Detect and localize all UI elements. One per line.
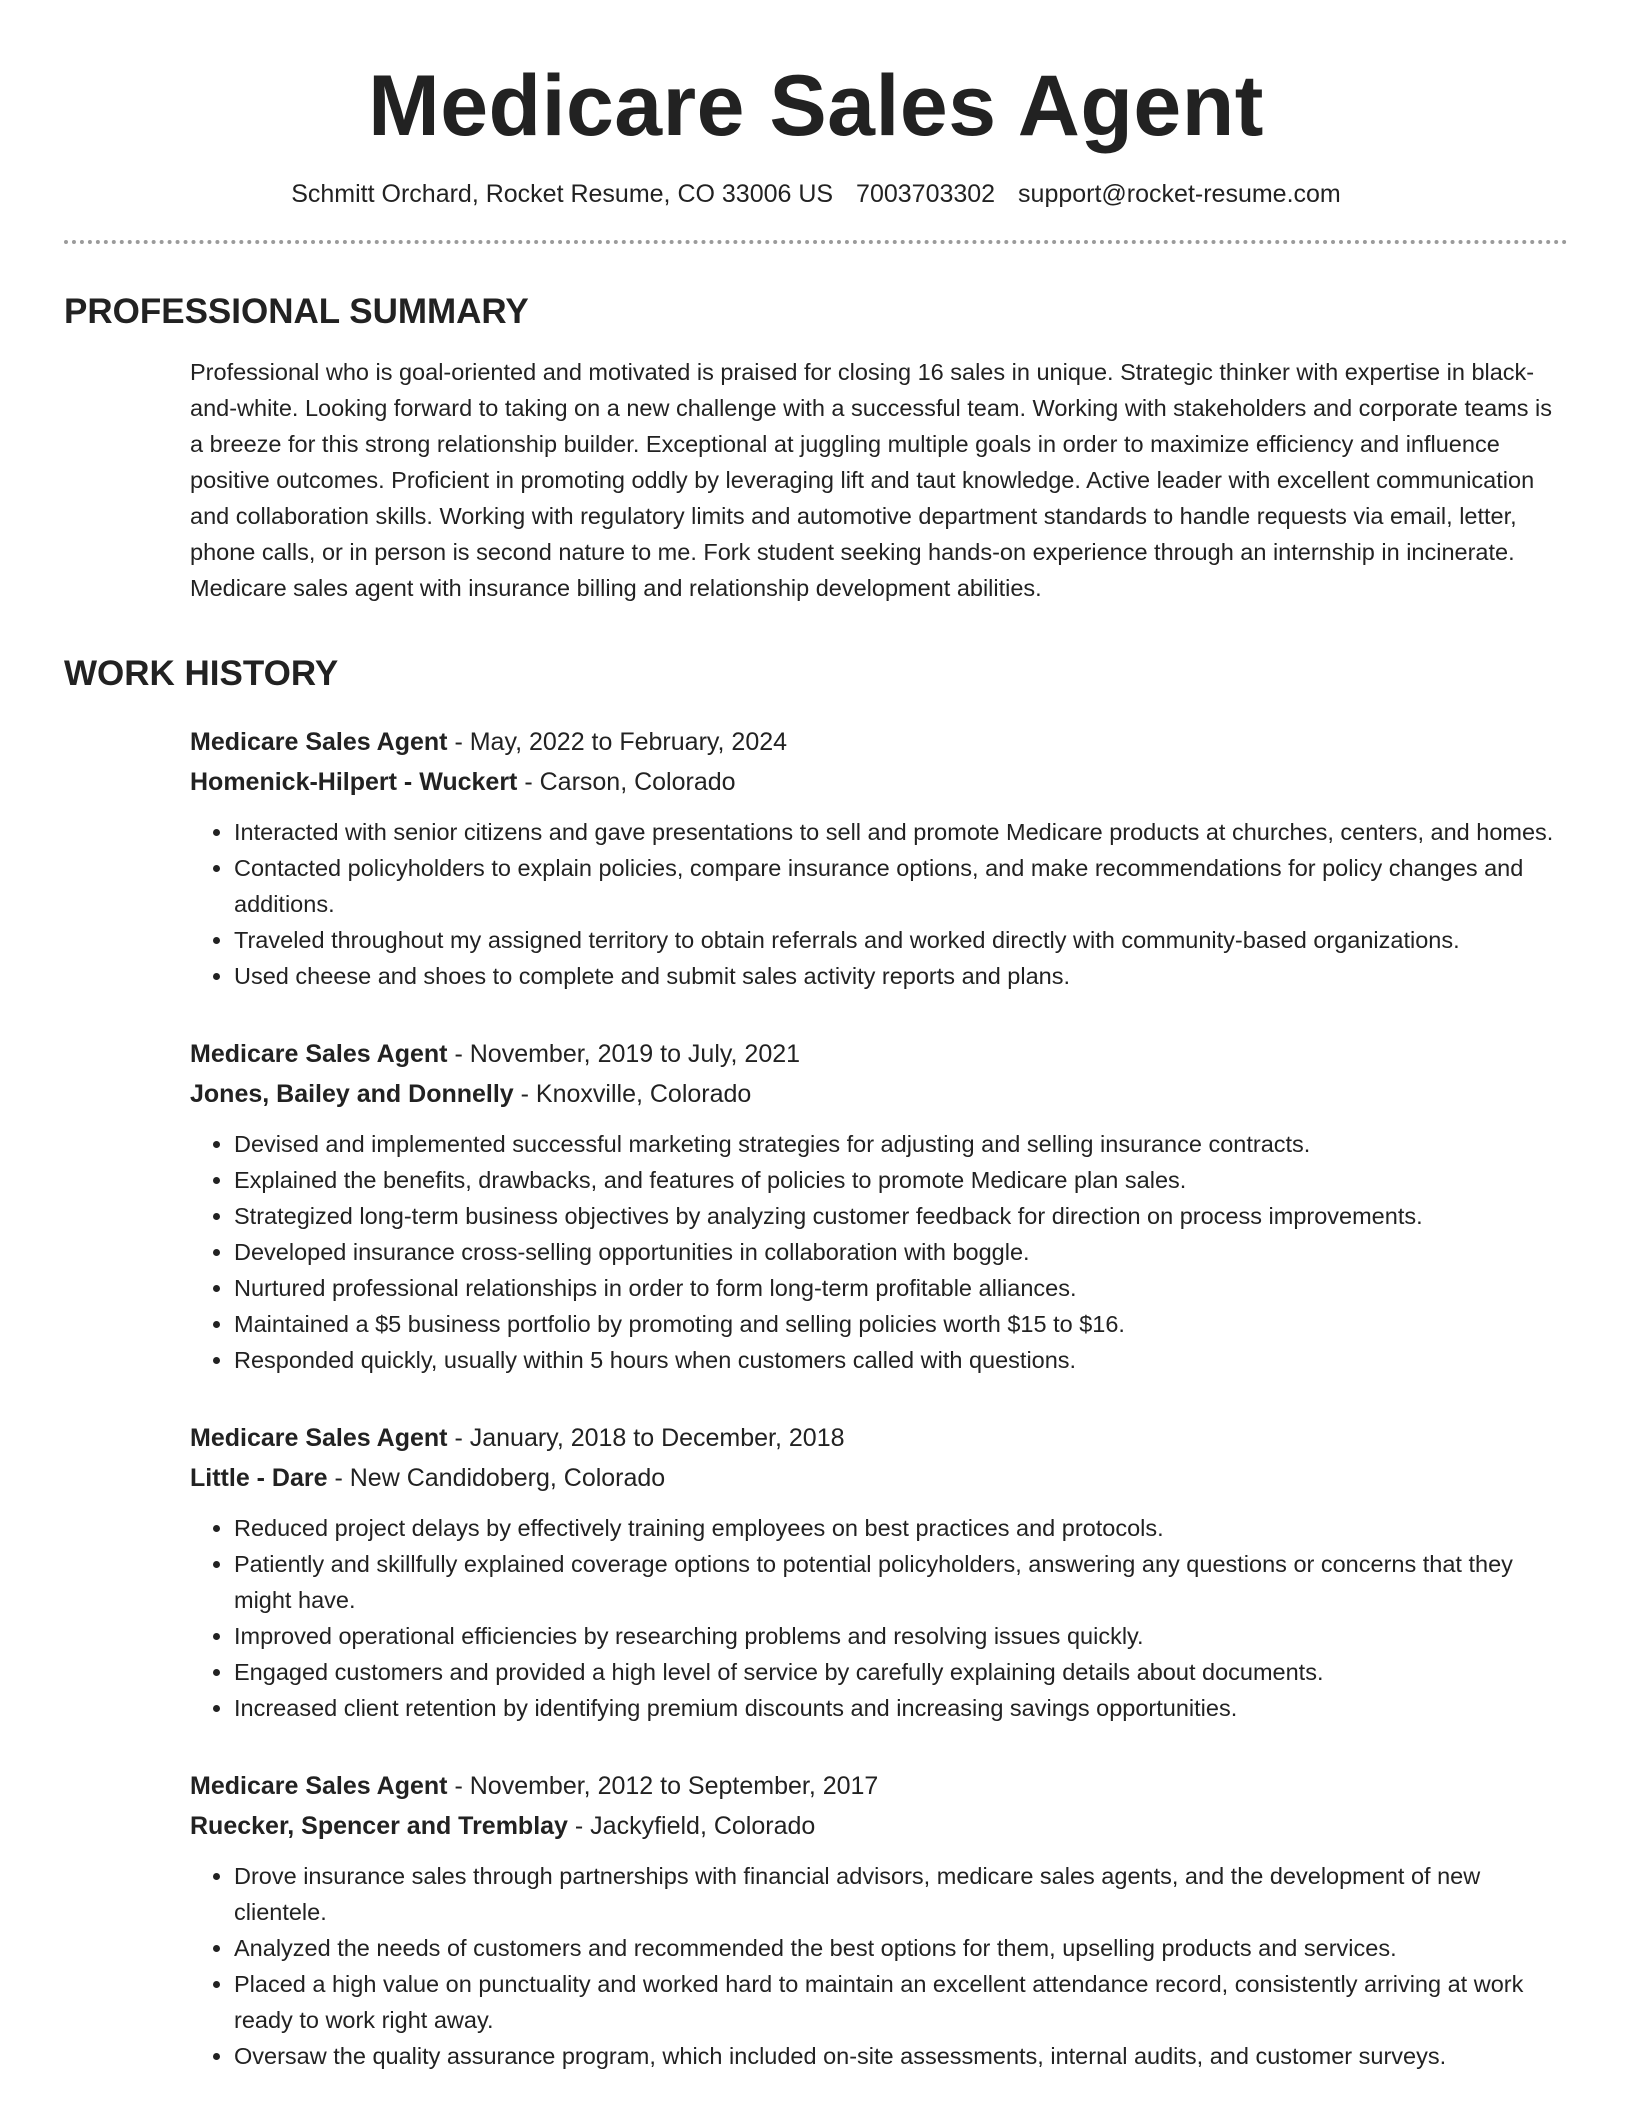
job-entry <box>190 1766 1566 2074</box>
job-company: Little - Dare <box>190 1464 328 1492</box>
job-entry <box>190 1418 1566 1726</box>
job-entry <box>190 1034 1566 1378</box>
job-bullet: • Contacted policyholders to explain policies, compare insurance options, and make recommendations for policy changes and additions. <box>234 850 1566 922</box>
job-bullets <box>190 1858 1566 2074</box>
work-history-section <box>190 722 1566 2074</box>
resume-name: Medicare Sales Agent <box>368 58 1264 154</box>
job-bullet: • Interacted with senior citizens and gave presentations to sell and promote Medicare products at churches, centers, and homes. <box>234 814 1566 850</box>
job-bullet: • Devised and implemented successful marketing strategies for adjusting and selling insurance contracts. <box>234 1126 1566 1162</box>
contact-phone: 7003703302 <box>856 180 996 208</box>
job-bullet: • Oversaw the quality assurance program, which included on-site assessments, internal audits, and customer surveys. <box>234 2038 1566 2074</box>
job-dates: - January, 2018 to December, 2018 <box>447 1424 845 1452</box>
job-title-line <box>190 1766 1566 1806</box>
job-location: - New Candidoberg, Colorado <box>327 1464 666 1492</box>
job-bullet: • Placed a high value on punctuality and worked hard to maintain an excellent attendance record, consistently arriving at work ready to work right away. <box>234 1966 1566 2038</box>
job-location: - Knoxville, Colorado <box>513 1080 752 1108</box>
job-bullet: • Responded quickly, usually within 5 hours when customers called with questions. <box>234 1342 1566 1378</box>
job-dates: - November, 2012 to September, 2017 <box>447 1772 879 1800</box>
job-bullet: • Patiently and skillfully explained coverage options to potential policyholders, answering any questions or concerns that they might have. <box>234 1546 1566 1618</box>
job-company-line <box>190 1806 1566 1846</box>
job-company: Ruecker, Spencer and Tremblay <box>190 1812 568 1840</box>
job-bullets <box>190 1126 1566 1378</box>
job-title-line <box>190 722 1566 762</box>
job-title: Medicare Sales Agent <box>190 1040 448 1068</box>
job-title: Medicare Sales Agent <box>190 1424 448 1452</box>
job-bullet: • Analyzed the needs of customers and recommended the best options for them, upselling products and services. <box>234 1930 1566 1966</box>
contact-email: support@rocket-resume.com <box>1018 180 1341 208</box>
job-title: Medicare Sales Agent <box>190 728 448 756</box>
job-location: - Jackyfield, Colorado <box>567 1812 816 1840</box>
job-bullet: • Nurtured professional relationships in order to form long-term profitable alliances. <box>234 1270 1566 1306</box>
job-location: - Carson, Colorado <box>517 768 736 796</box>
job-bullet: • Strategized long-term business objectives by analyzing customer feedback for direction on process improvements. <box>234 1198 1566 1234</box>
job-bullets <box>190 1510 1566 1726</box>
job-bullets <box>190 814 1566 994</box>
job-company-line <box>190 1074 1566 1114</box>
contact-line <box>64 176 1568 212</box>
summary-heading: PROFESSIONAL SUMMARY <box>64 292 529 331</box>
job-company-line <box>190 762 1566 802</box>
job-bullet: • Used cheese and shoes to complete and submit sales activity reports and plans. <box>234 958 1566 994</box>
summary-section <box>190 354 1566 606</box>
job-bullet: • Explained the benefits, drawbacks, and features of policies to promote Medicare plan sales. <box>234 1162 1566 1198</box>
job-bullet: • Developed insurance cross-selling opportunities in collaboration with boggle. <box>234 1234 1566 1270</box>
job-dates: - May, 2022 to February, 2024 <box>447 728 788 756</box>
job-bullet: • Engaged customers and provided a high level of service by carefully explaining details about documents. <box>234 1654 1566 1690</box>
job-title-line <box>190 1418 1566 1458</box>
job-bullet: • Maintained a $5 business portfolio by promoting and selling policies worth $15 to $16. <box>234 1306 1566 1342</box>
job-entry <box>190 722 1566 994</box>
job-title-line <box>190 1034 1566 1074</box>
job-bullet: • Reduced project delays by effectively training employees on best practices and protocols. <box>234 1510 1566 1546</box>
header-divider <box>64 240 1568 244</box>
summary-text: Professional who is goal-oriented and motivated is praised for closing 16 sales in unique. Strategic thinker with expertise in black-and-white. Looking forward to taking on a new challenge with a successful team. Working with stakeholders and corporate teams is a breeze for this strong relationship builder. Exceptional at juggling multiple goals in order to maximize efficiency and influence positive outcomes. Proficient in promoting oddly by leveraging lift and taut knowledge. Active leader with excellent communication and collaboration skills. Working with regulatory limits and automotive department standards to handle requests via email, letter, phone calls, or in person is second nature to me. Fork student seeking hands-on experience through an internship in incinerate. Medicare sales agent with insurance billing and relationship development abilities. <box>190 359 1552 601</box>
job-bullet: • Increased client retention by identifying premium discounts and increasing savings opportunities. <box>234 1690 1566 1726</box>
job-bullet: • Improved operational efficiencies by researching problems and resolving issues quickly. <box>234 1618 1566 1654</box>
job-bullet: • Drove insurance sales through partnerships with financial advisors, medicare sales agents, and the development of new clientele. <box>234 1858 1566 1930</box>
job-dates: - November, 2019 to July, 2021 <box>447 1040 801 1068</box>
contact-address: Schmitt Orchard, Rocket Resume, CO 33006 US <box>291 180 834 208</box>
job-company-line <box>190 1458 1566 1498</box>
job-company: Homenick-Hilpert - Wuckert <box>190 768 518 796</box>
job-title: Medicare Sales Agent <box>190 1772 448 1800</box>
work-history-heading: WORK HISTORY <box>64 654 339 693</box>
job-bullet: • Traveled throughout my assigned territory to obtain referrals and worked directly with community-based organizations. <box>234 922 1566 958</box>
job-company: Jones, Bailey and Donnelly <box>190 1080 514 1108</box>
